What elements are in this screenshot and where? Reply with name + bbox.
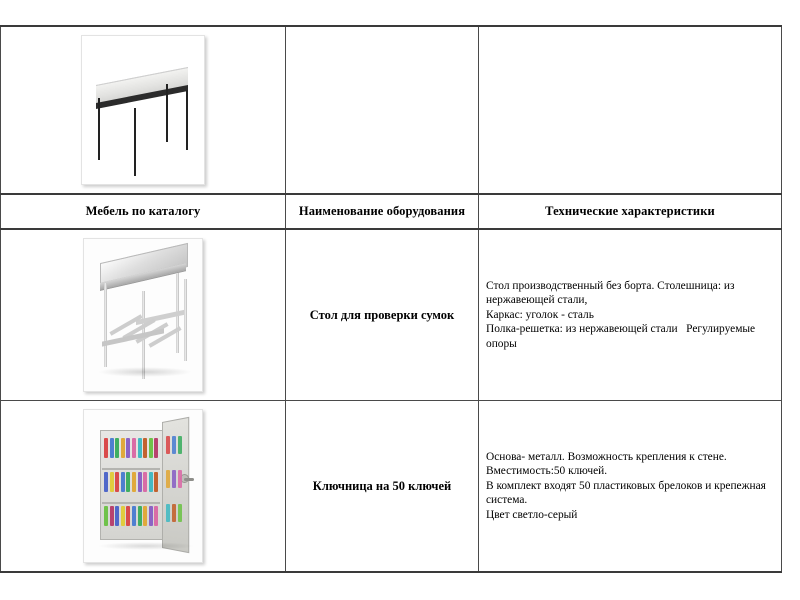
key-fob bbox=[149, 438, 153, 458]
table-leg bbox=[186, 90, 188, 150]
product-name-key-cabinet: Ключница на 50 ключей bbox=[312, 478, 452, 493]
steel-table-leg bbox=[104, 283, 107, 367]
steel-table-illustration bbox=[84, 239, 202, 391]
product-image-cell bbox=[1, 401, 286, 573]
key-fob bbox=[132, 506, 136, 526]
product-photo-key-cabinet bbox=[83, 409, 203, 563]
header-cell-image bbox=[1, 194, 286, 229]
product-specs bbox=[479, 104, 781, 116]
spec-line: Стол производственный без борта. Столешница: из нержавеющей стали, bbox=[486, 279, 738, 307]
table-leg bbox=[166, 84, 168, 142]
key-fob bbox=[104, 472, 108, 492]
drop-shadow bbox=[98, 542, 194, 550]
product-image-cell bbox=[1, 229, 286, 401]
product-specs-cell bbox=[479, 229, 782, 401]
key-fob bbox=[172, 436, 176, 454]
spec-line: В комплект входят 50 пластиковых брелоков и крепежная система. bbox=[486, 479, 769, 507]
key-fob bbox=[126, 506, 130, 526]
key-fob bbox=[172, 470, 176, 488]
product-name-cell bbox=[286, 229, 479, 401]
key-fob bbox=[132, 438, 136, 458]
spec-line: Основа- металл. Возможность крепления к стене. bbox=[486, 450, 727, 463]
cabinet-shelf bbox=[102, 502, 160, 504]
product-name-cell bbox=[286, 401, 479, 573]
shelf-grid-bar bbox=[109, 314, 142, 335]
spec-line: Цвет светло-серый bbox=[486, 508, 578, 521]
table-row bbox=[1, 401, 782, 573]
key-fob bbox=[166, 504, 170, 522]
key-fob bbox=[115, 472, 119, 492]
key-fob bbox=[138, 506, 142, 526]
key-fob bbox=[126, 438, 130, 458]
key-fob bbox=[121, 472, 125, 492]
product-specs-bag-inspection-table bbox=[479, 273, 781, 358]
product-name bbox=[286, 104, 478, 116]
key-fob bbox=[154, 472, 158, 492]
column-header-catalog: Мебель по каталогу bbox=[85, 204, 201, 218]
key-fob bbox=[121, 506, 125, 526]
table-row bbox=[1, 229, 782, 401]
key-fob bbox=[104, 438, 108, 458]
spec-line: Каркас: уголок - сталь bbox=[486, 308, 594, 321]
spec-line: Полка-решетка: из нержавеющей стали Регулируемые опоры bbox=[486, 323, 758, 350]
product-name-bag-inspection-table: Стол для проверки сумок bbox=[309, 307, 455, 322]
key-fob bbox=[132, 472, 136, 492]
key-fob bbox=[126, 472, 130, 492]
image-wrapper bbox=[1, 27, 285, 193]
product-specs-cell bbox=[479, 401, 782, 573]
header-cell-name bbox=[286, 194, 479, 229]
key-fob bbox=[115, 506, 119, 526]
table-row bbox=[1, 26, 782, 194]
key-fob bbox=[121, 438, 125, 458]
table-leg bbox=[134, 108, 136, 176]
product-photo-table-black-legs bbox=[81, 35, 205, 185]
key-fob bbox=[110, 472, 114, 492]
key-fob bbox=[178, 470, 182, 488]
key-fob bbox=[149, 472, 153, 492]
product-name-cell bbox=[286, 26, 479, 194]
key-fob bbox=[143, 438, 147, 458]
key-fob bbox=[154, 438, 158, 458]
key-fob bbox=[115, 438, 119, 458]
table-illustration bbox=[82, 36, 204, 184]
key-fob bbox=[110, 438, 114, 458]
product-image-cell bbox=[1, 26, 286, 194]
table-header-row bbox=[1, 194, 782, 229]
product-specs-cell bbox=[479, 26, 782, 194]
key-fob bbox=[154, 506, 158, 526]
product-photo-steel-table bbox=[83, 238, 203, 392]
product-specs-key-cabinet bbox=[479, 444, 781, 529]
table-leg bbox=[98, 98, 100, 160]
key-fob bbox=[166, 470, 170, 488]
image-wrapper bbox=[1, 401, 285, 571]
spec-line: Вместимость:50 ключей. bbox=[486, 465, 608, 478]
key-fob bbox=[172, 504, 176, 522]
key-fob bbox=[104, 506, 108, 526]
cabinet-shelf bbox=[102, 468, 160, 470]
key-fob bbox=[178, 436, 182, 454]
drop-shadow bbox=[98, 367, 192, 377]
key-fob bbox=[178, 504, 182, 522]
steel-table-leg bbox=[184, 279, 187, 361]
header-cell-specs bbox=[479, 194, 782, 229]
column-header-equipment-name: Наименование оборудования bbox=[298, 204, 466, 218]
key-cabinet-illustration bbox=[84, 410, 202, 562]
key-fob bbox=[138, 472, 142, 492]
key-fob bbox=[110, 506, 114, 526]
catalog-table bbox=[0, 25, 782, 573]
image-wrapper bbox=[1, 230, 285, 400]
key-fob bbox=[143, 472, 147, 492]
key-fob bbox=[143, 506, 147, 526]
cabinet-key-icon bbox=[184, 478, 194, 481]
key-fob bbox=[166, 436, 170, 454]
column-header-technical-specs: Технические характеристики bbox=[545, 204, 715, 218]
key-fob bbox=[138, 438, 142, 458]
key-fob bbox=[149, 506, 153, 526]
